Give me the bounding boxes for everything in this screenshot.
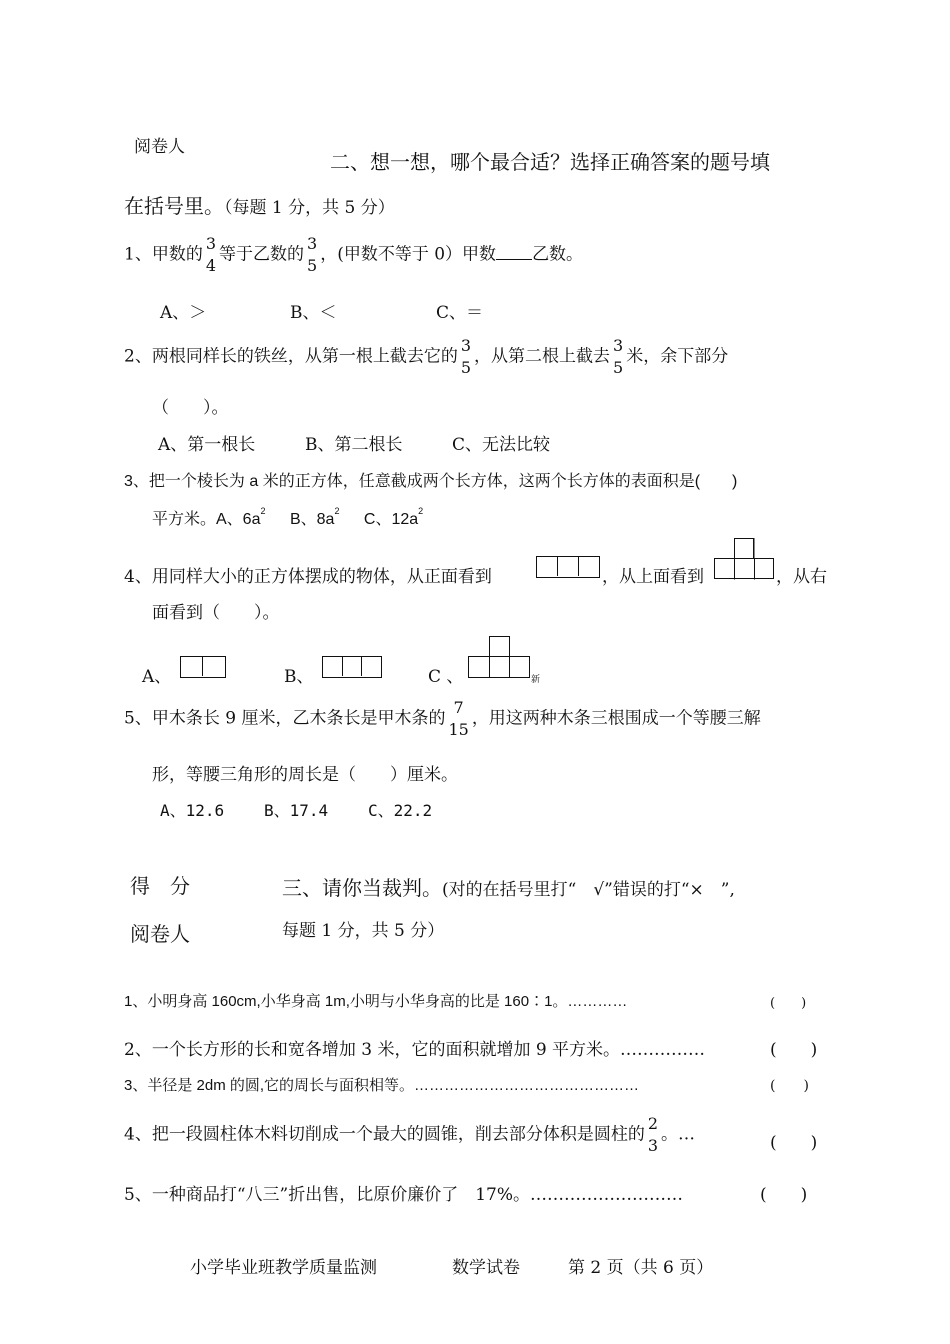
watermark-mark: 新 [531,675,541,685]
q2-option-a[interactable]: A、第一根长 [158,435,256,455]
footer-exam-title: 小学毕业班教学质量监测 [190,1258,377,1278]
q3-options [152,506,423,529]
q2-suffix: 米，余下部分 [626,346,729,367]
section-2-heading: 二、想一想，哪个最合适？选择正确答案的题号填 [330,150,770,174]
superscript-2: 2 [418,506,424,516]
q4-option-b-label[interactable]: B、 [284,667,314,687]
section-3-note: (对的在括号里打“ √”错误的打“× ”, [442,880,735,900]
heading-cont-text: 在括号里。 [124,194,224,218]
frac-den: 5 [307,256,318,275]
judge-item-4 [124,1116,695,1154]
q5-prefix: 5、甲木条长 9 厘米，乙木条长是甲木条的 [124,708,446,729]
section-3-note-2: 每题 1 分，共 5 分） [282,921,445,941]
q1-option-a[interactable]: A、＞ [160,303,207,323]
frac-num: 3 [613,336,624,355]
section-2-heading-cont [124,190,395,219]
judge-item-4-text: 4、把一段圆柱体木料切削成一个最大的圆锥，削去部分体积是圆柱的 [124,1124,645,1145]
q3-option-c[interactable]: C、12a [363,511,419,528]
footer-page-number: 第 2 页（共 6 页） [568,1258,714,1278]
q1-suffix-a: ，(甲数不等于 0）甲数 [320,244,497,265]
reviewer-label: 阅卷人 [134,137,185,157]
q1-mid: 等于乙数的 [219,244,305,265]
q4-option-c-label[interactable]: C 、 [428,667,464,687]
option-a-figure[interactable] [180,656,226,678]
q1-option-c[interactable]: C、＝ [436,303,484,323]
frac-den: 4 [205,256,217,275]
q1-option-b[interactable]: B、＜ [290,303,337,323]
q3-option-a[interactable]: 平方米。A、6a [152,511,261,528]
frac-num: 7 [453,698,464,717]
judge-item-3: 3、半径是 2dm 的圆,它的周长与面积相等。……………………………………… [124,1077,640,1094]
question-3: 3、把一个棱长为 a 米的正方体，任意截成两个长方体，这两个长方体的表面积是( ) [124,473,738,490]
q5-option-b[interactable]: B、17.4 [264,801,329,820]
option-b-figure[interactable] [322,656,382,678]
section-3-heading [282,872,735,901]
judge-item-2: 2、一个长方形的长和宽各增加 3 米，它的面积就增加 9 平方米。…………… [124,1040,706,1060]
q4-mid: ，从上面看到 [602,567,704,587]
answer-blank[interactable] [496,243,532,260]
fraction-7-15 [448,700,468,738]
q1-prefix: 1、甲数的 [124,244,203,265]
fraction-3-5 [461,338,471,376]
q5-option-a[interactable]: A、12.6 [160,801,225,820]
fraction-2-3 [648,1116,658,1154]
frac-den: 15 [448,720,469,739]
question-2 [124,338,728,376]
frac-num: 2 [647,1114,659,1133]
option-c-figure[interactable] [468,636,530,678]
frac-num: 3 [307,234,318,253]
front-view-figure [536,556,600,578]
reviewer-label-2: 阅卷人 [130,922,190,946]
q4-prefix: 4、用同样大小的正方体摆成的物体，从正面看到 [124,567,492,587]
judge-item-4-tail: 。… [661,1124,696,1145]
fraction-3-4 [206,236,216,274]
frac-num: 3 [460,336,472,355]
fraction-3-5 [613,338,623,376]
q5-option-c[interactable]: C、22.2 [368,801,433,820]
superscript-2: 2 [334,506,340,516]
q5-suffix: ，用这两种木条三根围成一个等腰三解 [471,708,761,729]
question-5 [124,700,761,738]
score-label: 得 分 [130,874,190,898]
q4-line-2: 面看到（ ）。 [152,603,280,623]
superscript-2: 2 [260,506,266,516]
q2-option-c[interactable]: C、无法比较 [452,435,551,455]
section-3-heading-text: 三、请你当裁判。 [282,876,442,900]
judge-item-5: 5、一种商品打“八三”折出售，比原价廉价了 17%。……………………… [124,1185,683,1205]
judge-bracket-5[interactable]: ( ) [760,1185,808,1205]
frac-num: 3 [205,234,217,253]
footer-subject: 数学试卷 [452,1258,520,1278]
q2-mid: ，从第二根上截去 [474,346,611,367]
judge-bracket-1[interactable]: ( ) [770,996,807,1011]
points-note: （每题 1 分，共 5 分） [224,198,395,218]
frac-den: 5 [460,358,472,377]
frac-den: 5 [613,358,624,377]
frac-den: 3 [647,1136,659,1155]
q4-suffix: ，从右 [776,567,827,587]
q1-suffix-b: 乙数。 [532,244,584,265]
judge-bracket-4[interactable]: ( ) [770,1133,818,1153]
q4-option-a-label[interactable]: A、 [142,667,172,687]
top-view-figure [714,538,774,580]
q2-option-b[interactable]: B、第二根长 [305,435,403,455]
question-1 [124,236,583,274]
q2-prefix: 2、两根同样长的铁丝，从第一根上截去它的 [124,346,458,367]
fraction-3-5 [307,236,317,274]
q3-option-b[interactable]: B、8a [289,511,335,528]
q2-answer-bracket[interactable]: （ ）。 [152,398,229,418]
q5-line-2: 形，等腰三角形的周长是（ ）厘米。 [152,765,458,785]
judge-item-1: 1、小明身高 160cm,小华身高 1m,小明与小华身高的比是 160∶1。………… [124,993,628,1010]
judge-bracket-3[interactable]: ( ) [770,1078,809,1094]
judge-bracket-2[interactable]: ( ) [770,1040,818,1060]
